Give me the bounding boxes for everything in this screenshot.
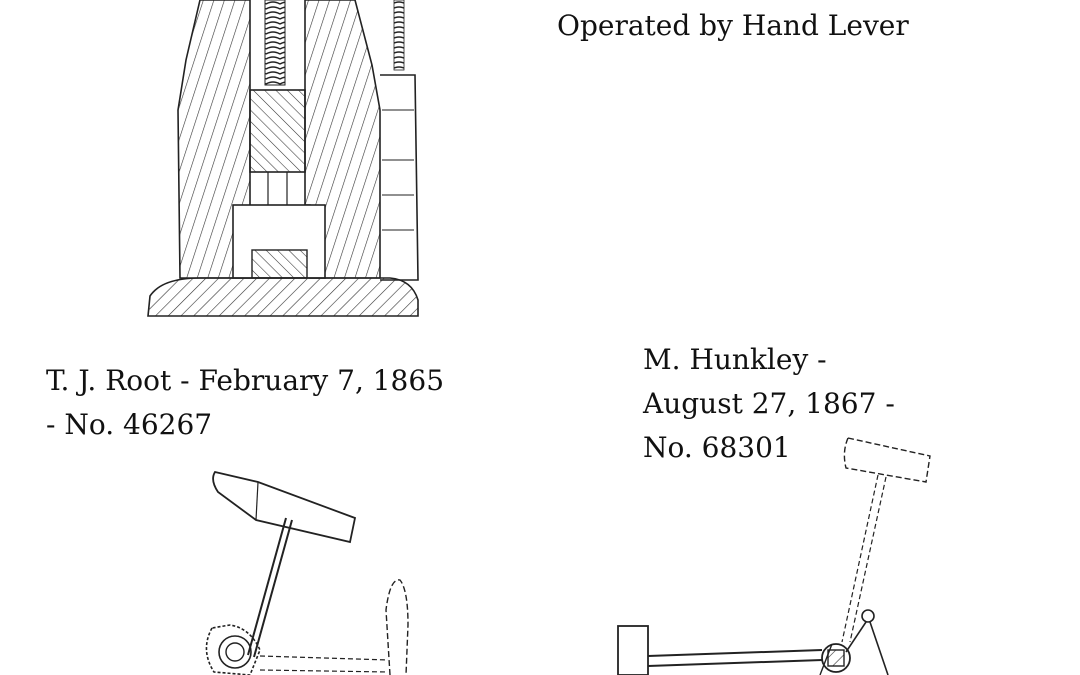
- press-cross-section-drawing: [140, 0, 440, 325]
- caption-hunkley-patent-line1: M. Hunkley -: [643, 343, 827, 376]
- caption-operated-by-hand-lever: Operated by Hand Lever: [557, 9, 909, 42]
- caption-root-patent-line1: T. J. Root - February 7, 1865: [46, 364, 445, 397]
- caption-hunkley-patent-line2: August 27, 1867 -: [643, 387, 895, 420]
- root-lever-hammer-drawing: [190, 460, 470, 675]
- caption-root-patent-line2: - No. 46267: [46, 408, 213, 441]
- caption-hunkley-patent-line3: No. 68301: [643, 431, 791, 464]
- hunkley-treadle-hammer-drawing: [610, 430, 940, 675]
